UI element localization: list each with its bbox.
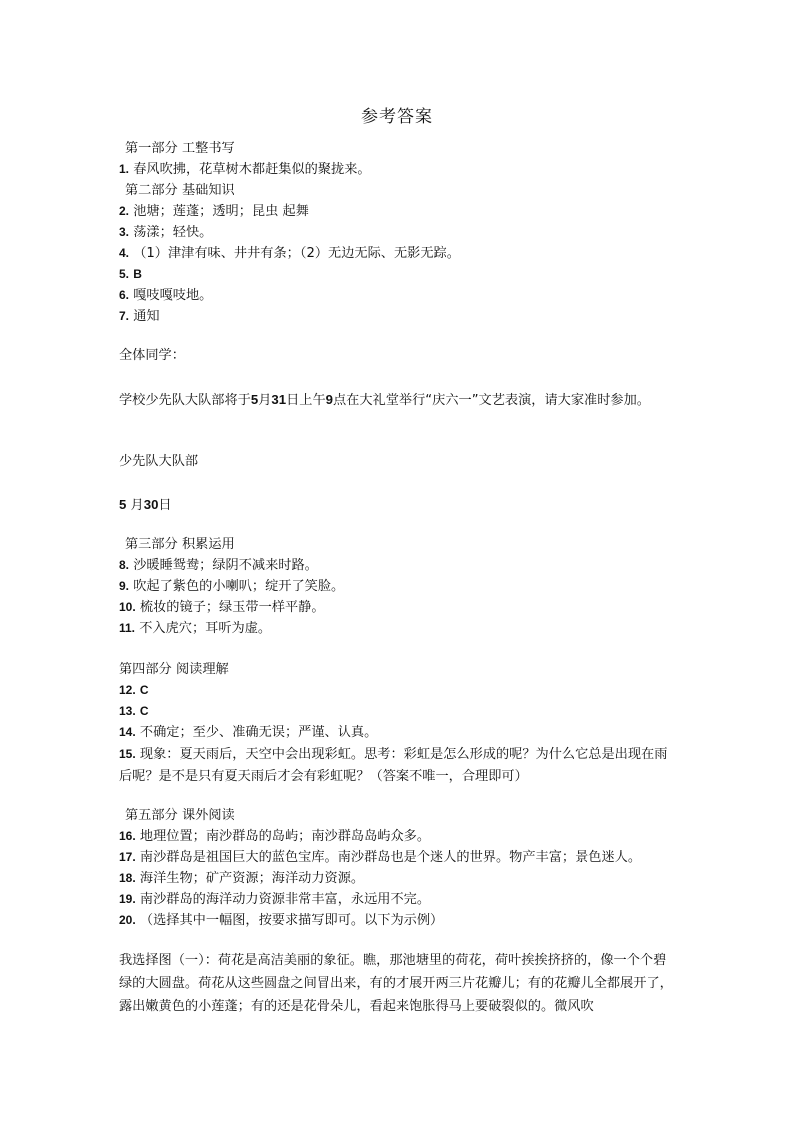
answer-text: （选择其中一幅图，按要求描写即可。以下为示例） [139, 913, 444, 928]
answer-1 [119, 159, 679, 180]
answer-18 [119, 868, 679, 889]
answer-number: 12. [119, 683, 136, 697]
answer-text: （1）津津有味、井井有条；（2）无边无际、无影无踪。 [133, 246, 460, 261]
answer-20 [119, 910, 679, 931]
section-heading-4: 第四部分 阅读理解 [119, 662, 229, 677]
answer-text: 南沙群岛的海洋动力资源非常丰富，永远用不完。 [139, 892, 431, 907]
notice-date-month: 5 [119, 497, 127, 512]
answer-text: 不入虎穴；耳听为虚。 [139, 621, 272, 636]
notice-hour: 9 [325, 392, 333, 407]
answer-7 [119, 306, 679, 327]
answer-number: 7. [119, 309, 130, 323]
notice-date-day: 30 [143, 497, 159, 512]
answer-text: 嘎吱嘎吱地。 [133, 288, 213, 303]
answer-text: 沙暖睡鸳鸯；绿阴不减来时路。 [133, 558, 318, 573]
answer-number: 8. [119, 558, 130, 572]
answer-number: 17. [119, 850, 136, 864]
answer-19 [119, 889, 679, 910]
answer-number: 1. [119, 162, 130, 176]
answer-3 [119, 222, 679, 243]
answer-text: 南沙群岛是祖国巨大的蓝色宝库。南沙群岛也是个迷人的世界。物产丰富；景色迷人。 [139, 850, 642, 865]
answer-number: 10. [119, 600, 136, 614]
notice-text: 日 [158, 498, 172, 513]
notice-text: 月 [258, 393, 272, 408]
notice-signature: 少先队大队部 [119, 454, 199, 469]
answer-number: 14. [119, 725, 136, 739]
answer-text: C [139, 704, 149, 718]
answer-8 [119, 555, 679, 576]
answer-10 [119, 597, 679, 618]
answer-text: 地理位置；南沙群岛的岛屿；南沙群岛岛屿众多。 [139, 829, 431, 844]
section-heading-1: 第一部分 工整书写 [125, 141, 235, 156]
answer-text: 通知 [133, 309, 160, 324]
answer-text: 不确定；至少、准确无误；严谨、认真。 [139, 725, 378, 740]
answer-number: 19. [119, 892, 136, 906]
answer-number: 2. [119, 204, 130, 218]
answer-number: 13. [119, 704, 136, 718]
answer-number: 11. [119, 621, 136, 635]
answer-text: 梳妆的镜子；绿玉带一样平静。 [139, 600, 325, 615]
page-title: 参考答案 [361, 107, 433, 127]
answer-number: 5. [119, 267, 130, 281]
answer-text: B [133, 267, 142, 281]
notice-body [119, 388, 679, 412]
section-heading-2: 第二部分 基础知识 [125, 183, 235, 198]
answer-6 [119, 285, 679, 306]
section-heading-3: 第三部分 积累运用 [125, 537, 235, 552]
notice-day: 31 [271, 392, 287, 407]
answer-text: 海洋生物；矿产资源；海洋动力资源。 [139, 871, 365, 886]
answer-5 [119, 264, 679, 285]
notice-text: 点在大礼堂举行“庆六一”文艺表演，请大家准时参加。 [332, 393, 650, 408]
answer-text: 池塘；莲蓬；透明；昆虫 起舞 [133, 204, 309, 219]
answer-17 [119, 847, 679, 868]
notice-text: 日上午 [286, 393, 326, 408]
notice-greeting: 全体同学： [119, 348, 185, 363]
notice-text: 月 [130, 498, 144, 513]
answer-4 [119, 243, 679, 264]
essay-paragraph: 我选择图（一）：荷花是高洁美丽的象征。瞧，那池塘里的荷花，荷叶挨挨挤挤的，像一个个碧绿的大圆盘。荷花从这些圆盘之间冒出来，有的才展开两三片花瓣儿；有的花瓣儿全都展开了，露出嫩黄色的小莲蓬；有的还是花骨朵儿，看起来饱胀得马上要破裂似的。微风吹 [119, 953, 673, 1014]
answer-14 [119, 722, 679, 743]
notice-date [119, 494, 679, 516]
answer-13 [119, 701, 679, 722]
answer-12 [119, 680, 679, 701]
answer-text: 春风吹拂，花草树木都赶集似的聚拢来。 [133, 162, 371, 177]
answer-number: 18. [119, 871, 136, 885]
answer-number: 3. [119, 225, 130, 239]
answer-text: 现象：夏天雨后，天空中会出现彩虹。思考：彩虹是怎么形成的呢？为什么它总是出现在雨后呢？是不是只有夏天雨后才会有彩虹呢？（答案不唯一，合理即可） [119, 747, 668, 784]
answer-number: 6. [119, 288, 130, 302]
answer-15 [119, 743, 679, 788]
answer-number: 9. [119, 579, 130, 593]
answer-number: 4. [119, 246, 130, 260]
answer-text: C [139, 683, 149, 697]
notice-text: 学校少先队大队部将于 [119, 393, 251, 408]
section-heading-5: 第五部分 课外阅读 [125, 808, 235, 823]
answer-text: 吹起了紫色的小喇叭；绽开了笑脸。 [133, 579, 345, 594]
answer-number: 16. [119, 829, 136, 843]
notice-month: 5 [250, 392, 259, 407]
answer-16 [119, 826, 679, 847]
answer-11 [119, 618, 679, 639]
answer-text: 荡漾；轻快。 [133, 225, 213, 240]
answer-2 [119, 201, 679, 222]
answer-number: 15. [119, 747, 136, 761]
answer-number: 20. [119, 913, 136, 927]
answer-9 [119, 576, 679, 597]
